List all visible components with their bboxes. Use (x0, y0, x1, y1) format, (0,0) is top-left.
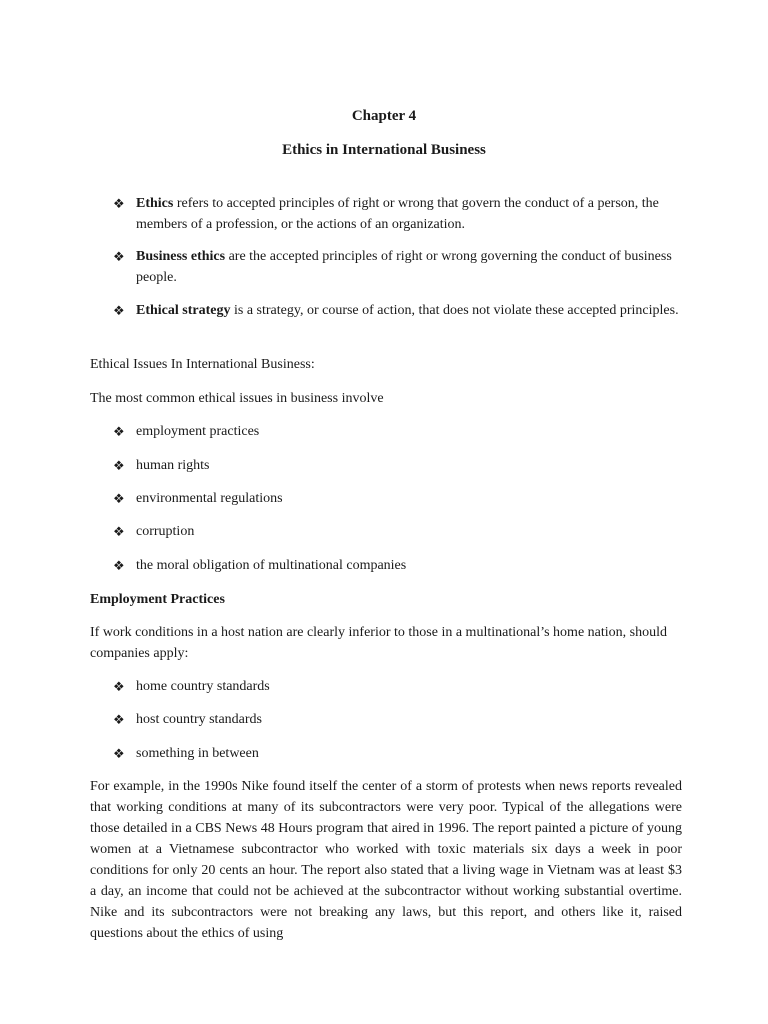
diamond-bullet-icon: ❖ (113, 491, 125, 506)
issues-intro: The most common ethical issues in business involve (90, 391, 384, 406)
definition-text: are the accepted principles of right or wrong governing the conduct of business people. (136, 249, 672, 285)
list-item-text: environmental regulations (136, 491, 283, 506)
list-item (113, 555, 683, 576)
definition-term: Business ethics (136, 249, 226, 264)
list-item (113, 455, 683, 476)
list-item (113, 709, 683, 730)
list-item (113, 421, 683, 442)
list-item (113, 676, 683, 697)
definition-item (113, 246, 683, 288)
list-item-text: something in between (136, 746, 259, 761)
definition-term: Ethics (136, 196, 174, 211)
list-item-text: the moral obligation of multinational companies (136, 558, 407, 573)
definition-term: Ethical strategy (136, 303, 231, 318)
definition-text: refers to accepted principles of right or wrong that govern the conduct of a person, the members of a profession, or the actions of an organization. (136, 196, 659, 232)
definition-item (113, 300, 683, 321)
page-title: Ethics in International Business (282, 142, 486, 158)
definition-text: is a strategy, or course of action, that does not violate these accepted principles. (230, 303, 679, 318)
section-heading: Employment Practices (90, 592, 225, 607)
chapter-label: Chapter 4 (351, 108, 417, 124)
list-item (113, 743, 683, 764)
diamond-bullet-icon: ❖ (113, 679, 125, 694)
list-item-text: home country standards (136, 679, 270, 694)
example-paragraph: For example, in the 1990s Nike found itself the center of a storm of protests when news reports revealed that working conditions at many of its subcontractors were very poor. Typical of the allegations were those detailed in a CBS News 48 Hours program that aired in 1996. The report painted a picture of young women at a Vietnamese subcontractor who worked with toxic materials six days a week in poor conditions for only 20 cents an hour. The report also stated that a living wage in Vietnam was at least $3 a day, an income that could not be achieved at the subcontractor without working substantial overtime. Nike and its subcontractors were not breaking any laws, but this report, and others like it, raised questions about the ethics of using (90, 779, 682, 941)
issues-heading: Ethical Issues In International Business: (90, 357, 315, 372)
list-item (113, 521, 683, 542)
diamond-bullet-icon: ❖ (113, 746, 125, 761)
diamond-bullet-icon: ❖ (113, 249, 125, 264)
definition-item (113, 193, 683, 235)
diamond-bullet-icon: ❖ (113, 303, 125, 318)
diamond-bullet-icon: ❖ (113, 712, 125, 727)
list-item-text: employment practices (136, 424, 260, 439)
diamond-bullet-icon: ❖ (113, 424, 125, 439)
diamond-bullet-icon: ❖ (113, 558, 125, 573)
diamond-bullet-icon: ❖ (113, 458, 125, 473)
list-item-text: human rights (136, 458, 210, 473)
diamond-bullet-icon: ❖ (113, 524, 125, 539)
employment-question: If work conditions in a host nation are clearly inferior to those in a multinational’s home nation, should companies apply: (90, 625, 667, 661)
list-item-text: host country standards (136, 712, 262, 727)
diamond-bullet-icon: ❖ (113, 196, 125, 211)
list-item (113, 488, 683, 509)
list-item-text: corruption (136, 524, 195, 539)
